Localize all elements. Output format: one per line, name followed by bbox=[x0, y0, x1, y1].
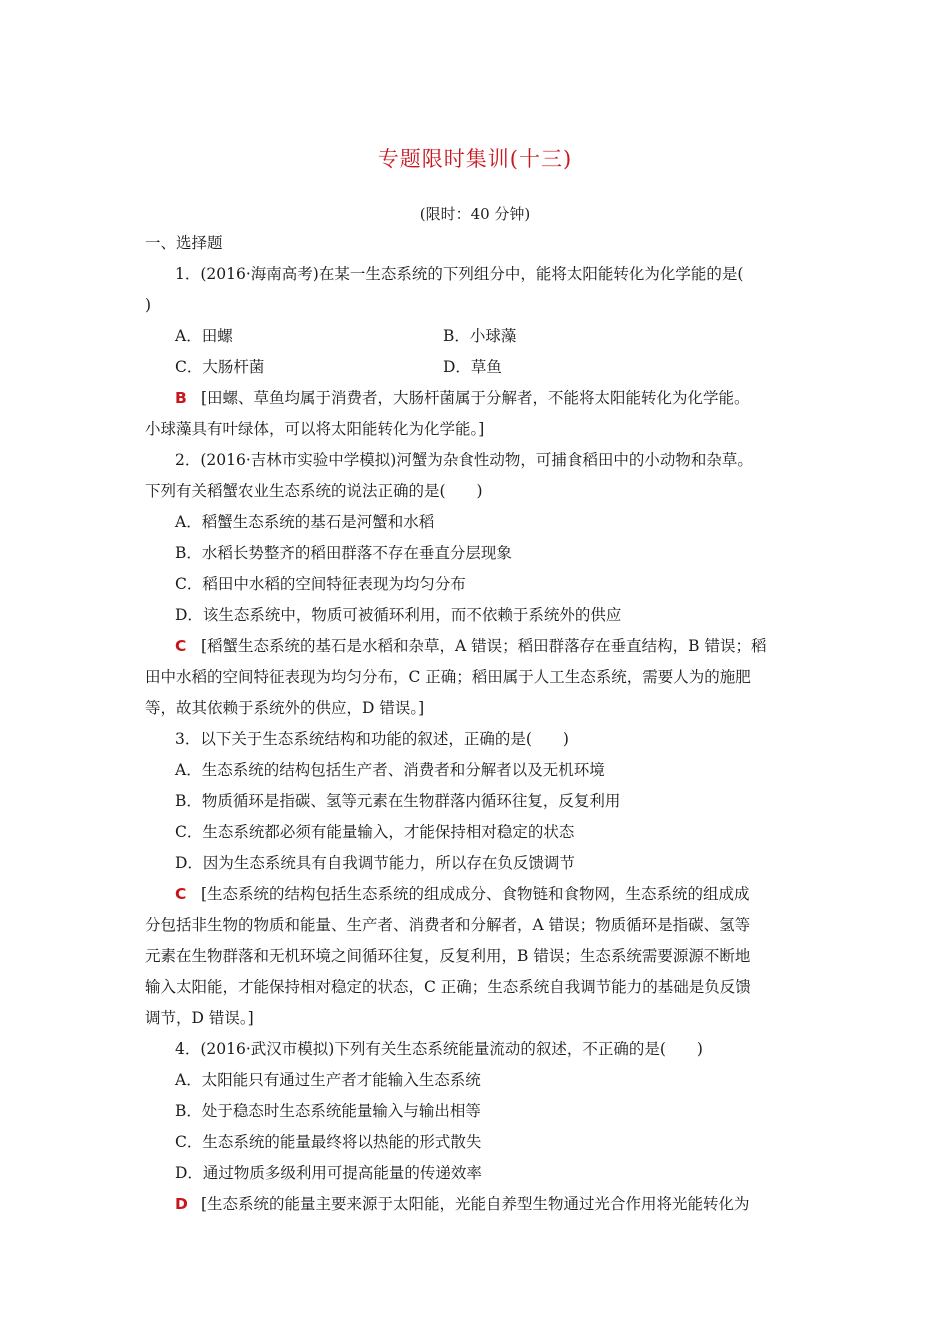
question-3-stem: 3．以下关于生态系统结构和功能的叙述，正确的是( ) bbox=[175, 730, 569, 748]
section-heading: 一、选择题 bbox=[145, 234, 223, 252]
question-4-explanation-text: [生态系统的能量主要来源于太阳能，光能自养型生物通过光合作用将光能转化为 bbox=[201, 1195, 750, 1213]
question-2-stem: 2．(2016·吉林市实验中学模拟)河蟹为杂食性动物，可捕食稻田中的小动物和杂草。 bbox=[175, 451, 753, 469]
document-body bbox=[145, 228, 810, 1220]
question-3-option-a: A．生态系统的结构包括生产者、消费者和分解者以及无机环境 bbox=[175, 761, 605, 779]
question-2-option-c: C．稻田中水稻的空间特征表现为均匀分布 bbox=[175, 575, 466, 593]
question-3-explanation-cont-2: 元素在生物群落和无机环境之间循环往复，反复利用，B 错误；生态系统需要源源不断地 bbox=[145, 947, 751, 965]
question-2-explanation-text: [稻蟹生态系统的基石是水稻和杂草，A 错误；稻田群落存在垂直结构，B 错误；稻 bbox=[201, 637, 767, 655]
question-4-answer: D bbox=[175, 1195, 188, 1213]
question-3-answer: C bbox=[175, 885, 187, 903]
question-1-options-row-2 bbox=[145, 352, 810, 383]
question-4-explanation bbox=[145, 1189, 810, 1220]
question-2-explanation-cont-2: 等，故其依赖于系统外的供应，D 错误。] bbox=[145, 699, 425, 717]
question-4-stem: 4．(2016·武汉市模拟)下列有关生态系统能量流动的叙述，不正确的是( ) bbox=[175, 1040, 703, 1058]
question-3-option-d: D．因为生态系统具有自我调节能力，所以存在负反馈调节 bbox=[175, 854, 575, 872]
question-3-option-c: C．生态系统都必须有能量输入，才能保持相对稳定的状态 bbox=[175, 823, 575, 841]
question-1-option-c: C．大肠杆菌 bbox=[175, 358, 265, 376]
question-1-stem: 1．(2016·海南高考)在某一生态系统的下列组分中，能将太阳能转化为化学能的是( bbox=[175, 265, 744, 283]
question-1-option-b: B．小球藻 bbox=[443, 327, 517, 345]
question-1-explanation bbox=[145, 383, 810, 414]
question-1-stem-cont: ) bbox=[145, 296, 152, 314]
page-title: 专题限时集训(十三) bbox=[377, 147, 573, 171]
question-4-option-c: C．生态系统的能量最终将以热能的形式散失 bbox=[175, 1133, 482, 1151]
question-1-explanation-cont: 小球藻具有叶绿体，可以将太阳能转化为化学能。] bbox=[145, 420, 485, 438]
question-3-explanation-text: [生态系统的结构包括生态系统的组成成分、食物链和食物网，生态系统的组成成 bbox=[201, 885, 750, 903]
question-3-option-b: B．物质循环是指碳、氢等元素在生物群落内循环往复，反复利用 bbox=[175, 792, 621, 810]
question-2-explanation bbox=[145, 631, 810, 662]
question-4-option-b: B．处于稳态时生态系统能量输入与输出相等 bbox=[175, 1102, 481, 1120]
question-1-option-d: D．草鱼 bbox=[443, 358, 502, 376]
question-1-option-a: A．田螺 bbox=[175, 327, 233, 345]
question-2-explanation-cont-1: 田中水稻的空间特征表现为均匀分布，C 正确；稻田属于人工生态系统，需要人为的施肥 bbox=[145, 668, 751, 686]
question-2-stem-cont: 下列有关稻蟹农业生态系统的说法正确的是( ) bbox=[145, 482, 483, 500]
question-4-option-d: D．通过物质多级利用可提高能量的传递效率 bbox=[175, 1164, 482, 1182]
question-2-option-d: D．该生态系统中，物质可被循环利用，而不依赖于系统外的供应 bbox=[175, 606, 622, 624]
question-3-explanation bbox=[145, 879, 810, 910]
question-1-answer: B bbox=[175, 389, 187, 407]
question-3-explanation-cont-3: 输入太阳能，才能保持相对稳定的状态，C 正确；生态系统自我调节能力的基础是负反馈 bbox=[145, 978, 751, 996]
question-2-option-b: B．水稻长势整齐的稻田群落不存在垂直分层现象 bbox=[175, 544, 512, 562]
question-1-options-row-1 bbox=[145, 321, 810, 352]
question-4-option-a: A．太阳能只有通过生产者才能输入生态系统 bbox=[175, 1071, 481, 1089]
question-3-explanation-cont-1: 分包括非生物的物质和能量、生产者、消费者和分解者，A 错误；物质循环是指碳、氢等 bbox=[145, 916, 751, 934]
question-1-explanation-text: [田螺、草鱼均属于消费者，大肠杆菌属于分解者，不能将太阳能转化为化学能。 bbox=[201, 389, 750, 407]
time-limit: (限时：40 分钟) bbox=[419, 205, 531, 223]
question-3-explanation-cont-4: 调节，D 错误。] bbox=[145, 1009, 254, 1027]
question-2-answer: C bbox=[175, 637, 187, 655]
question-2-option-a: A．稻蟹生态系统的基石是河蟹和水稻 bbox=[175, 513, 435, 531]
